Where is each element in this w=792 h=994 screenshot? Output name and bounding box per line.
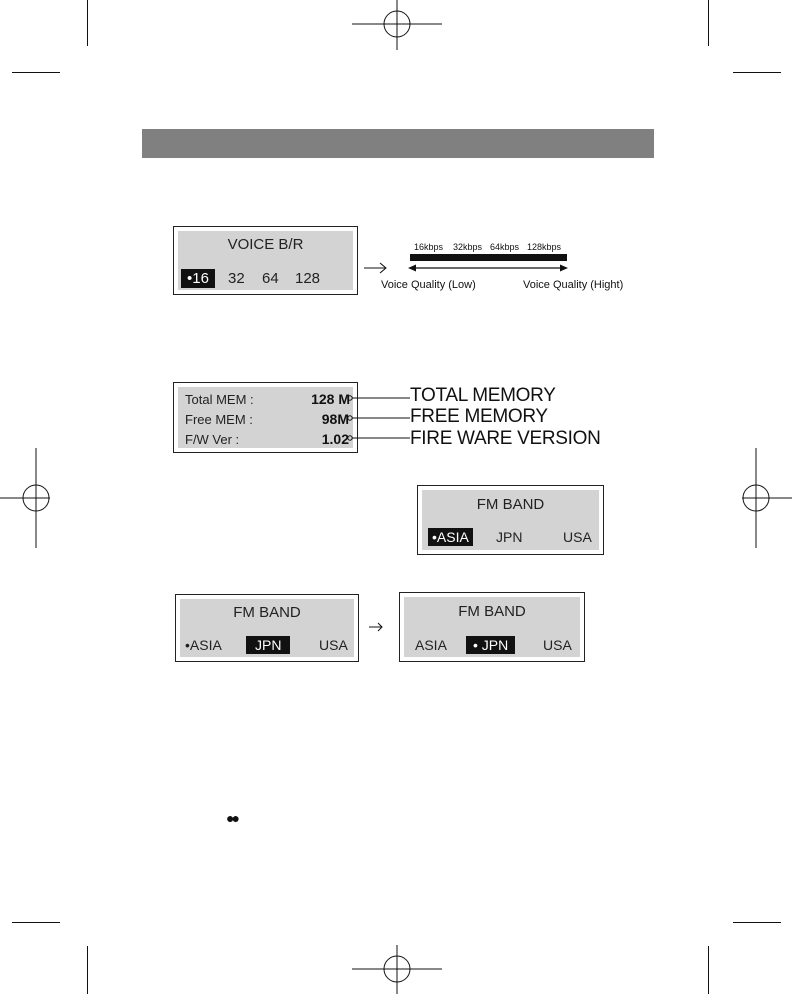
crop-mark	[733, 72, 781, 73]
callout-total-memory: TOTAL MEMORY	[410, 385, 556, 406]
lcd-title: FM BAND	[458, 603, 526, 620]
voice-br-option-32: 32	[228, 270, 245, 287]
lcd-screen	[178, 231, 353, 290]
crop-mark	[12, 922, 60, 923]
mem-value-total: 128 M	[311, 391, 350, 407]
mem-label-total: Total MEM :	[185, 392, 254, 407]
lcd-title: VOICE B/R	[227, 236, 304, 253]
crop-mark	[708, 0, 709, 46]
voice-br-option-128: 128	[295, 270, 321, 287]
crop-mark	[733, 922, 781, 923]
memory-info-display	[173, 382, 358, 453]
arrow-right-icon	[369, 622, 385, 632]
lcd-screen	[178, 387, 353, 448]
fm-band-display	[417, 485, 604, 555]
voice-br-display	[173, 226, 358, 295]
lcd-screen	[404, 597, 580, 657]
lcd-screen	[422, 490, 599, 550]
mem-value-fw: 1.02	[321, 431, 349, 447]
mem-value-free: 98M	[321, 411, 349, 427]
quality-high-label: Voice Quality (Hight)	[523, 279, 624, 291]
bitrate-label-64: 64kbps	[490, 242, 520, 252]
fm-band-option-jpn: • JPN	[466, 636, 515, 654]
double-arrow-icon	[408, 263, 568, 273]
crop-mark	[87, 0, 88, 46]
fm-band-option-jpn: JPN	[496, 529, 523, 545]
fm-band-option-asia: •ASIA	[185, 637, 222, 653]
callout-leaders	[346, 390, 410, 450]
section-header-bar	[142, 129, 654, 158]
lcd-title: FM BAND	[233, 604, 301, 621]
lcd-title: FM BAND	[476, 496, 545, 513]
bitrate-scale-bar	[410, 254, 567, 261]
mem-label-fw: F/W Ver :	[185, 432, 240, 447]
fm-band-option-usa: USA	[563, 529, 592, 545]
registration-mark-icon	[352, 945, 442, 994]
fm-band-option-usa: USA	[543, 637, 572, 653]
fm-band-option-jpn: JPN	[246, 636, 290, 654]
arrow-right-icon	[364, 262, 390, 274]
bitrate-label-16: 16kbps	[414, 242, 444, 252]
crop-mark	[12, 72, 60, 73]
bitrate-label-128: 128kbps	[527, 242, 562, 252]
footnote-symbol: ●●	[226, 810, 237, 826]
callout-free-memory: FREE MEMORY	[410, 406, 548, 427]
registration-mark-icon	[352, 0, 442, 50]
voice-br-option-16: •16	[181, 269, 215, 288]
crop-mark	[87, 946, 88, 994]
fm-band-display	[399, 592, 585, 662]
registration-mark-icon	[742, 448, 792, 548]
fm-band-option-usa: USA	[319, 637, 348, 653]
registration-mark-icon	[0, 448, 50, 548]
mem-label-free: Free MEM :	[185, 412, 253, 427]
lcd-screen	[180, 599, 354, 657]
voice-br-option-64: 64	[262, 270, 279, 287]
crop-mark	[708, 946, 709, 994]
fm-band-option-asia: ASIA	[415, 637, 447, 653]
fm-band-option-asia: •ASIA	[428, 528, 473, 546]
quality-low-label: Voice Quality (Low)	[381, 279, 476, 291]
callout-fire-ware-version: FIRE WARE VERSION	[410, 428, 601, 449]
bitrate-label-32: 32kbps	[453, 242, 483, 252]
fm-band-display	[175, 594, 359, 662]
